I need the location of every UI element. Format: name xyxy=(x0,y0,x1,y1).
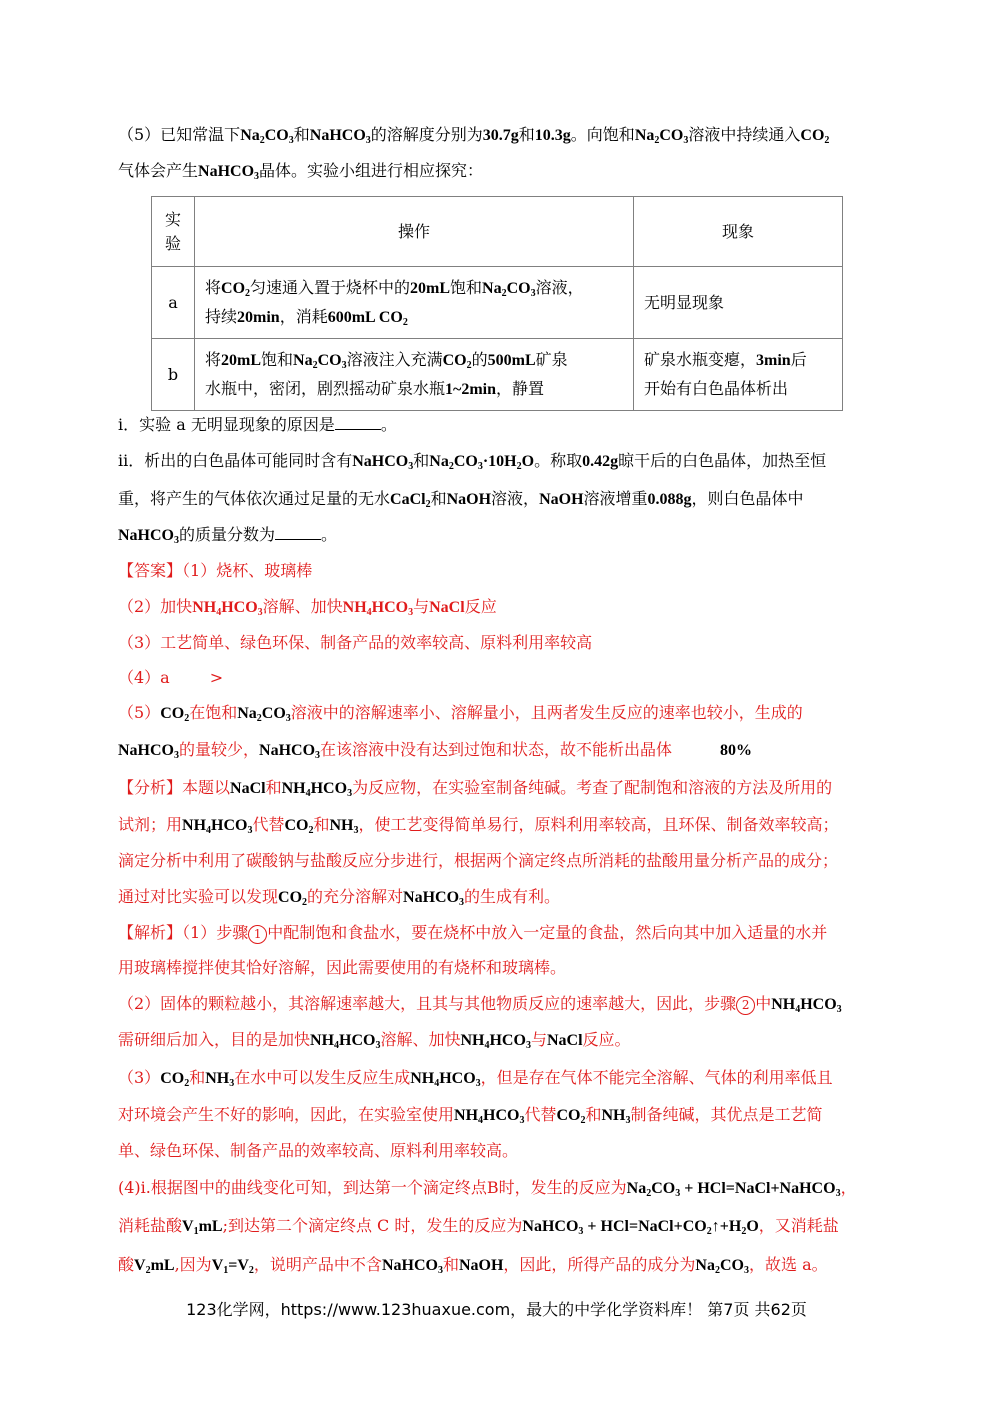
answer-tag: 【答案】 xyxy=(118,561,183,580)
step-number-badge: 1 xyxy=(248,925,267,944)
solution-line4: 需研细后加入，目的是加快$NH_4HCO_3$溶解、加快$NH_4HCO_3$与NaCl反应。 xyxy=(118,1030,631,1051)
solution-line3: （2）固体的颗粒越小，其溶解速率越大，且其与其他物质反应的速率越大，因此，步骤 2 中$NH_4HCO_3$ xyxy=(118,994,842,1015)
solution-line7: 单、绿色环保、制备产品的效率较高、原料利用率较高。 xyxy=(118,1141,519,1160)
page-footer: 123化学网，https://www.123huaxue.com，最大的中学化学资料库！ 第7页 共62页 xyxy=(186,1300,807,1319)
row-result: 无明显现象 xyxy=(634,267,843,339)
answer-line1: 【答案】（1）烧杯、玻璃棒 xyxy=(118,561,313,580)
answer-line3: （3）工艺简单、绿色环保、制备产品的效率较高、原料利用率较高 xyxy=(118,633,593,652)
header-operation: 操作 xyxy=(195,197,634,267)
answer-blank xyxy=(335,415,381,430)
analysis-tag: 【分析】 xyxy=(118,778,183,797)
analysis-line3: 滴定分析中利用了碳酸钠与盐酸反应分步进行，根据两个滴定终点所消耗的盐酸用量分析产品的成分； xyxy=(118,851,839,870)
analysis-line2: 试剂；用$NH_4HCO_3$代替$CO_2$和$NH_3$，使工艺变得简单易行，原料利用率较高，且环保、制备效率较高； xyxy=(118,815,839,836)
table-header-row xyxy=(152,197,843,267)
question-ii-line1: ii．析出的白色晶体可能同时含有NaHCO$_3$和$Na_2CO_3\cdot 10H_2O$。称取0.42g晾干后的白色晶体，加热至恒 xyxy=(118,451,827,472)
solution-line9: 消耗盐酸$V_1mL$;到达第二个滴定终点 C 时，发生的反应为NaHCO$_3$ + $HCl=NaCl+CO_2↑+H_2O$，又消耗盐 xyxy=(118,1216,839,1237)
row-operation: 将20mL饱和$Na_2CO_3$溶液注入充满$CO_2$的500mL矿泉 水瓶中，密闭，剧烈摇动矿泉水瓶1~2min，静置 xyxy=(195,339,634,411)
analysis-line4: 通过对比实验可以发现$CO_2$的充分溶解对NaHCO$_3$的生成有利。 xyxy=(118,887,561,908)
answer-line2: （2）加快$NH_4HCO_3$溶解、加快$NH_4HCO_3$与NaCl反应 xyxy=(118,597,497,618)
answer-line4: （4）a > xyxy=(118,668,224,687)
header-experiment: 实验 xyxy=(152,197,195,267)
solution-line8: (4)i.根据图中的曲线变化可知，到达第一个滴定终点B时，发生的反应为$Na_2CO_3$ + HCl=NaCl+NaHCO$_3$， xyxy=(118,1178,857,1199)
solution-line2: 用玻璃棒搅拌使其恰好溶解，因此需要使用的有烧杯和玻璃棒。 xyxy=(118,958,567,977)
solution-line1: 【解析】（1）步骤 1 中配制饱和食盐水，要在烧杯中放入一定量的食盐，然后向其中加入适量的水并 xyxy=(118,923,828,942)
analysis-line1: 【分析】本题以NaCl和$NH_4HCO_3$为反应物，在实验室制备纯碱。考查了配制饱和溶液的方法及所用的 xyxy=(118,778,833,799)
row-id: b xyxy=(152,339,195,411)
row-result: 矿泉水瓶变瘪，3min后 开始有白色晶体析出 xyxy=(634,339,843,411)
solution-line6: 对环境会产生不好的影响，因此，在实验室使用$NH_4HCO_3$代替$CO_2$和$NH_3$制备纯碱，其优点是工艺简 xyxy=(118,1105,823,1126)
header-phenomenon: 现象 xyxy=(634,197,843,267)
answer-line5: $(5)CO_2$在饱和$Na_2CO_3$溶液中的溶解速率小、溶解量小，且两者发生反应的速率也较小，生成的 xyxy=(118,703,803,724)
solution-line10: 酸$V_2mL$,因为$V_1=V_2$，说明产品中不含NaHCO$_3$和NaOH，因此，所得产品的成分为$Na_2CO_3$，故选 a。 xyxy=(118,1255,828,1276)
experiment-table xyxy=(151,196,843,411)
q5-line2: 气体会产生NaHCO$_3$晶体。实验小组进行相应探究： xyxy=(118,161,484,182)
question-ii-line3: NaHCO$_3$的质量分数为 。 xyxy=(118,525,338,546)
answer-blank xyxy=(275,525,321,540)
row-operation: 将$CO_2$匀速通入置于烧杯中的20mL饱和$Na_2CO_3$溶液， 持续20min，消耗600mL $CO_2$ xyxy=(195,267,634,339)
row-id: a xyxy=(152,267,195,339)
table-row xyxy=(152,339,843,411)
q5-line1: （5）已知常温下$Na_2CO_3$和NaHCO$_3$的溶解度分别为30.7g和10.3g。向饱和$Na_2CO_3$溶液中持续通入$CO_2$ xyxy=(118,125,830,146)
table-row xyxy=(152,267,843,339)
step-number-badge: 2 xyxy=(736,996,755,1015)
question-ii-line2: 重，将产生的气体依次通过足量的无水CaCl$_2$和NaOH溶液，NaOH溶液增重0.088g，则白色晶体中 xyxy=(118,489,804,510)
question-i: i．实验 a 无明显现象的原因是 。 xyxy=(118,415,397,434)
solution-tag: 【解析】 xyxy=(118,923,183,942)
solution-line5: $(3)CO_2$和$NH_3$在水中可以发生反应生成$NH_4HCO_3$，但是存在气体不能完全溶解、气体的利用率低且 xyxy=(118,1068,833,1089)
answer-line6: NaHCO$_3$的量较少，NaHCO$_3$在该溶液中没有达到过饱和状态，故不能析出晶体 80% xyxy=(118,740,753,761)
